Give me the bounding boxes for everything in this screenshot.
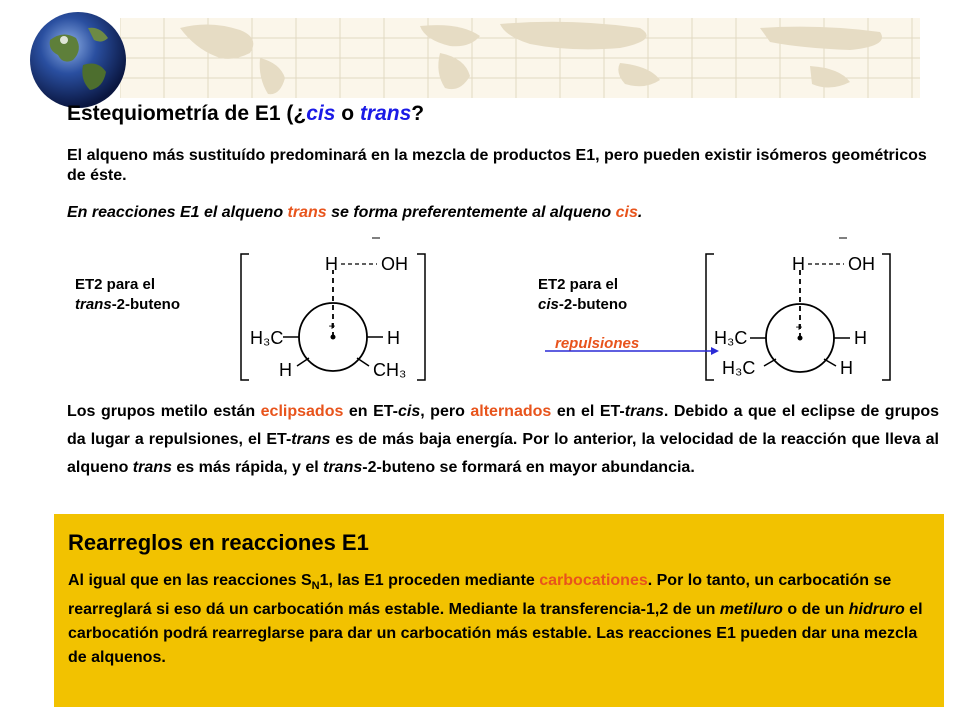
trans-oh: OH: [381, 254, 408, 274]
repulsiones-label: repulsiones: [555, 335, 640, 352]
cis-h3c-lower: H₃C: [722, 358, 756, 378]
globe-logo: [28, 10, 128, 110]
preference-paragraph: En reacciones E1 el alqueno trans se forma preferentemente al alqueno cis.: [67, 204, 643, 221]
intro-paragraph: El alqueno más sustituído predominará en la mezcla de productos E1, pero pueden existir isómeros geométricos de éste.: [67, 147, 927, 184]
et-cis-label: ET2 para el cis-2-buteno: [538, 276, 628, 313]
rearrangement-title: Rearreglos en reacciones E1: [68, 530, 369, 555]
trans-newman-projection: [235, 230, 435, 385]
rearrangement-text: Al igual que en las reacciones $S_N1$, las E1 proceden mediante carbocationes. Por lo tanto, un carbocatión se rearreglará si eso dá un carbocatión más estable. Mediante la transferencia-1,2 de un metiluro o de un hidruro el carbocatión podrá rearreglarse para dar un carbocatión más estable. Las reacciones E1 pueden dar una mezcla de alquenos.: [68, 572, 923, 667]
trans-h-top: H: [325, 254, 338, 274]
et-trans-label: ET2 para el trans-2-buteno: [75, 276, 181, 313]
trans-h-right: H: [387, 328, 400, 348]
header-banner: [120, 18, 920, 98]
trans-plus-sign: +: [328, 319, 336, 333]
repulsion-arrow: [545, 345, 725, 357]
world-map-background: [120, 18, 920, 98]
rearrangement-box: [54, 514, 944, 707]
explanation-paragraph: Los grupos metilo están eclipsados en ET-cis, pero alternados en el ET-trans. Debido a que el eclipse de grupos da lugar a repulsiones, el ET-trans es de más baja energía. Por lo anterior, la velocidad de la reacción que lleva al alqueno trans es más rápida, y el trans-2-buteno se formará en mayor abundancia.: [67, 403, 940, 476]
cis-newman-projection: [700, 230, 900, 385]
trans-h-bottom-left: H: [279, 360, 292, 380]
cis-h-right: H: [854, 328, 867, 348]
trans-ch3: CH₃: [373, 360, 407, 380]
cis-h3c-upper: H₃C: [714, 328, 748, 348]
cis-h-top: H: [792, 254, 805, 274]
cis-plus-sign: +: [795, 320, 803, 334]
cis-h-bottom-right: H: [840, 358, 853, 378]
trans-h3c: H₃C: [250, 328, 284, 348]
cis-oh: OH: [848, 254, 875, 274]
page-title: Estequiometría de E1 (¿cis o trans?: [67, 102, 425, 125]
